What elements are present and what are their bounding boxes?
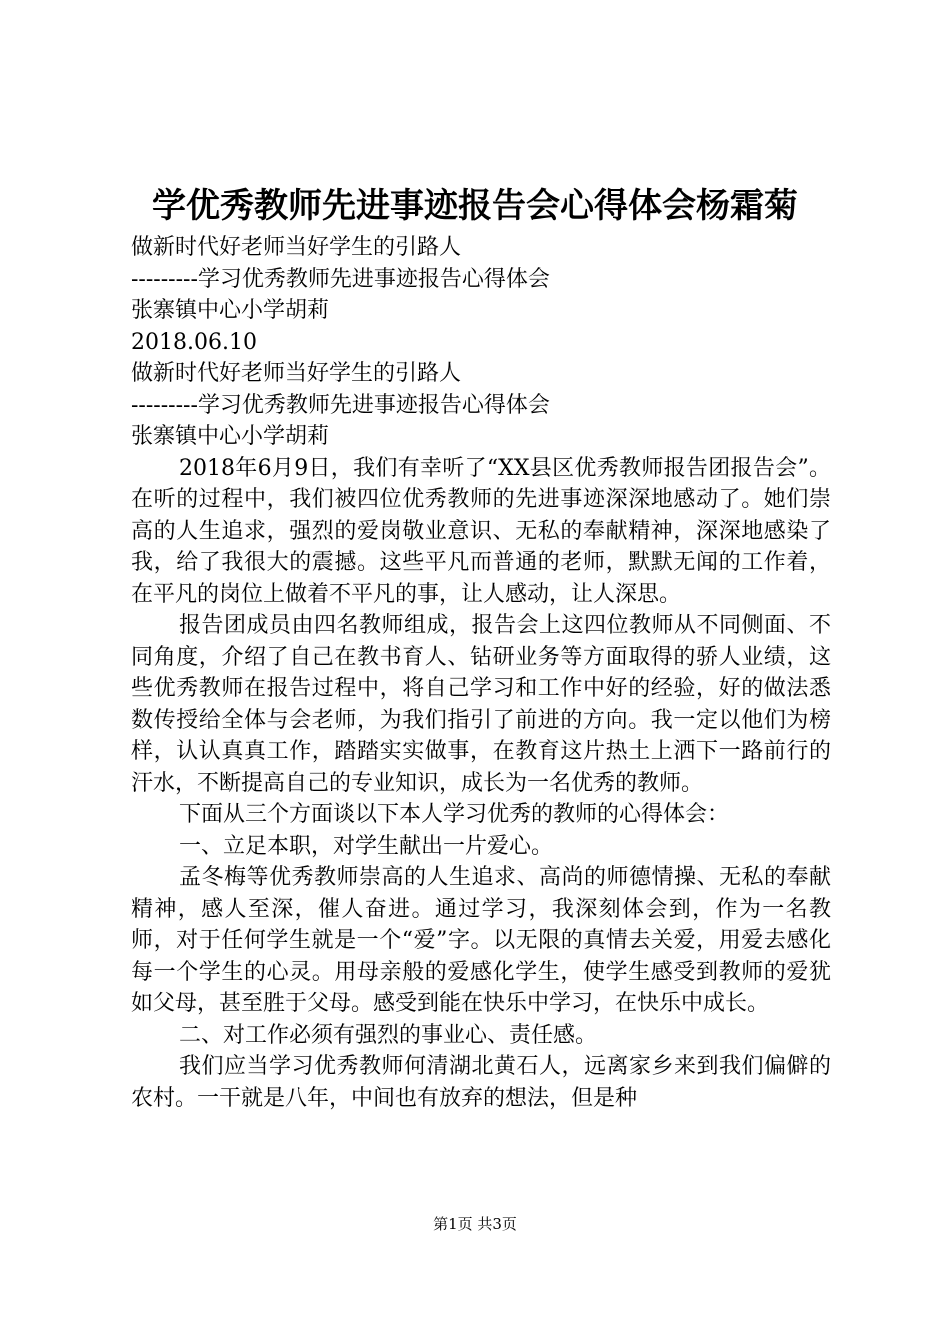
subtitle-line: ---------学习优秀教师先进事迹报告心得体会	[131, 392, 550, 418]
author-line: 张寨镇中心小学胡莉	[131, 298, 330, 323]
subtitle-line: 做新时代好老师当好学生的引路人	[131, 235, 462, 260]
date-line: 2018.06.10	[131, 329, 257, 355]
author-line: 张寨镇中心小学胡莉	[131, 424, 330, 449]
document-body	[131, 232, 831, 1114]
section-heading: 二、对工作必须有强烈的事业心、责任感。	[179, 1022, 598, 1048]
subtitle-line: ---------学习优秀教师先进事迹报告心得体会	[131, 266, 550, 292]
document-title: 学优秀教师先进事迹报告会心得体会杨霜菊	[152, 186, 798, 226]
body-paragraph: 报告团成员由四名教师组成，报告会上这四位教师从不同侧面、不同角度，介绍了自己在教书育人、钻研业务等方面取得的骄人业绩，这些优秀教师在报告过程中，将自己学习和工作中好的经验，好的做法悉数传授给全体与会老师，为我们指引了前进的方向。我一定以他们为榜样，认认真真工作，踏踏实实做事，在教育这片热土上洒下一路前行的汗水，不断提高自己的专业知识，成长为一名优秀的教师。	[131, 613, 831, 796]
body-paragraph: 我们应当学习优秀教师何清湖北黄石人，远离家乡来到我们偏僻的农村。一干就是八年，中间也有放弃的想法，但是种	[131, 1054, 831, 1111]
body-paragraph: 2018年6月9日，我们有幸听了“XX县区优秀教师报告团报告会”。在听的过程中，我们被四位优秀教师的先进事迹深深地感动了。她们崇高的人生追求，强烈的爱岗敬业意识、无私的奉献精神，深深地感染了我，给了我很大的震撼。这些平凡而普通的老师，默默无闻的工作着，在平凡的岗位上做着不平凡的事，让人感动，让人深思。	[131, 455, 831, 607]
body-paragraph: 孟冬梅等优秀教师崇高的人生追求、高尚的师德情操、无私的奉献精神，感人至深，催人奋进。通过学习，我深刻体会到，作为一名教师，对于任何学生就是一个“爱”字。以无限的真情去关爱，用爱去感化每一个学生的心灵。用母亲般的爱感化学生，使学生感受到教师的爱犹如父母，甚至胜于父母。感受到能在快乐中学习，在快乐中成长。	[131, 865, 831, 1016]
body-paragraph: 下面从三个方面谈以下本人学习优秀的教师的心得体会：	[179, 802, 730, 827]
page-footer: 第1页 共3页	[433, 1215, 517, 1233]
subtitle-line: 做新时代好老师当好学生的引路人	[131, 361, 462, 386]
section-heading: 一、立足本职，对学生献出一片爱心。	[179, 833, 554, 859]
